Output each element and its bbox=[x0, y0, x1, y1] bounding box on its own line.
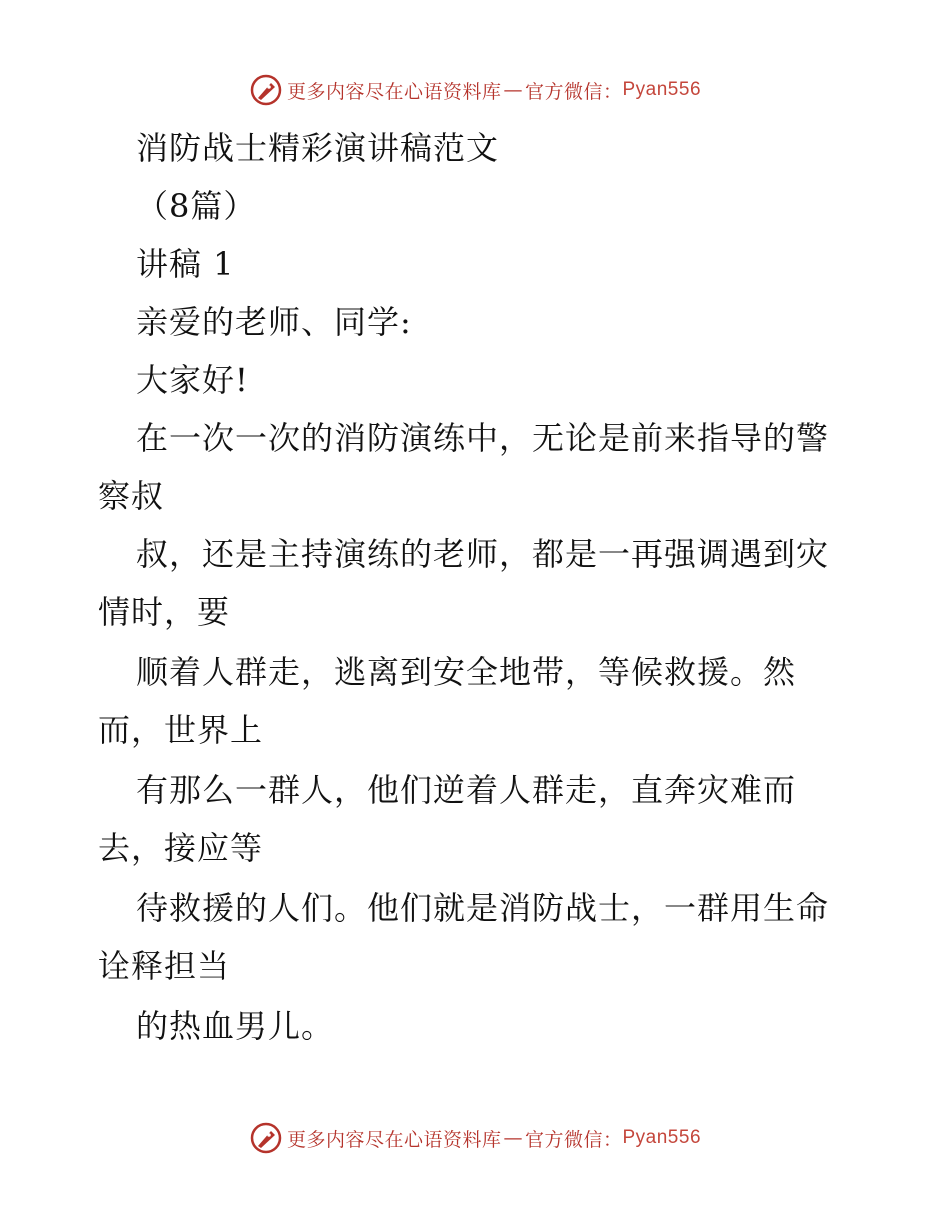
banner-wechat-id: Pyan556 bbox=[622, 1127, 702, 1148]
paragraph-line: 的热血男儿。 bbox=[136, 1007, 335, 1045]
greeting: 大家好! bbox=[136, 361, 249, 399]
banner-wechat-label: 官方微信： bbox=[524, 1128, 623, 1151]
banner-main-text: 更多内容尽在心语资料库 bbox=[286, 1128, 502, 1151]
paragraph-line: 叔，还是主持演练的老师，都是一再强调遇到灾 bbox=[136, 535, 830, 573]
footer-watermark-banner bbox=[0, 1118, 950, 1158]
paragraph-line: 在一次一次的消防演练中，无论是前来指导的警 bbox=[136, 419, 830, 457]
banner-wechat-label: 官方微信： bbox=[524, 80, 623, 103]
paragraph-line: 待救援的人们。他们就是消防战士，一群用生命 bbox=[136, 889, 830, 927]
banner-main-text: 更多内容尽在心语资料库 bbox=[286, 80, 502, 103]
paragraph-line: 察叔 bbox=[98, 477, 165, 515]
paragraph-line: 而，世界上 bbox=[98, 711, 264, 749]
fountain-pen-logo-icon bbox=[249, 73, 283, 107]
fountain-pen-logo-icon bbox=[249, 1121, 283, 1155]
banner-wechat-id: Pyan556 bbox=[622, 79, 702, 100]
banner-dash: — bbox=[503, 79, 523, 101]
header-watermark-banner bbox=[0, 70, 950, 110]
document-count: （8篇） bbox=[136, 187, 257, 225]
paragraph-line: 有那么一群人，他们逆着人群走，直奔灾难而 bbox=[136, 771, 797, 809]
paragraph-line: 情时，要 bbox=[98, 593, 231, 631]
paragraph-line: 顺着人群走，逃离到安全地带，等候救援。然 bbox=[136, 653, 797, 691]
document-title: 消防战士精彩演讲稿范文 bbox=[136, 129, 500, 167]
banner-dash: — bbox=[503, 1127, 523, 1149]
section-label: 讲稿 1 bbox=[136, 245, 235, 283]
paragraph-line: 诠释担当 bbox=[98, 947, 231, 985]
paragraph-line: 去，接应等 bbox=[98, 829, 264, 867]
salutation: 亲爱的老师、同学: bbox=[136, 303, 412, 341]
